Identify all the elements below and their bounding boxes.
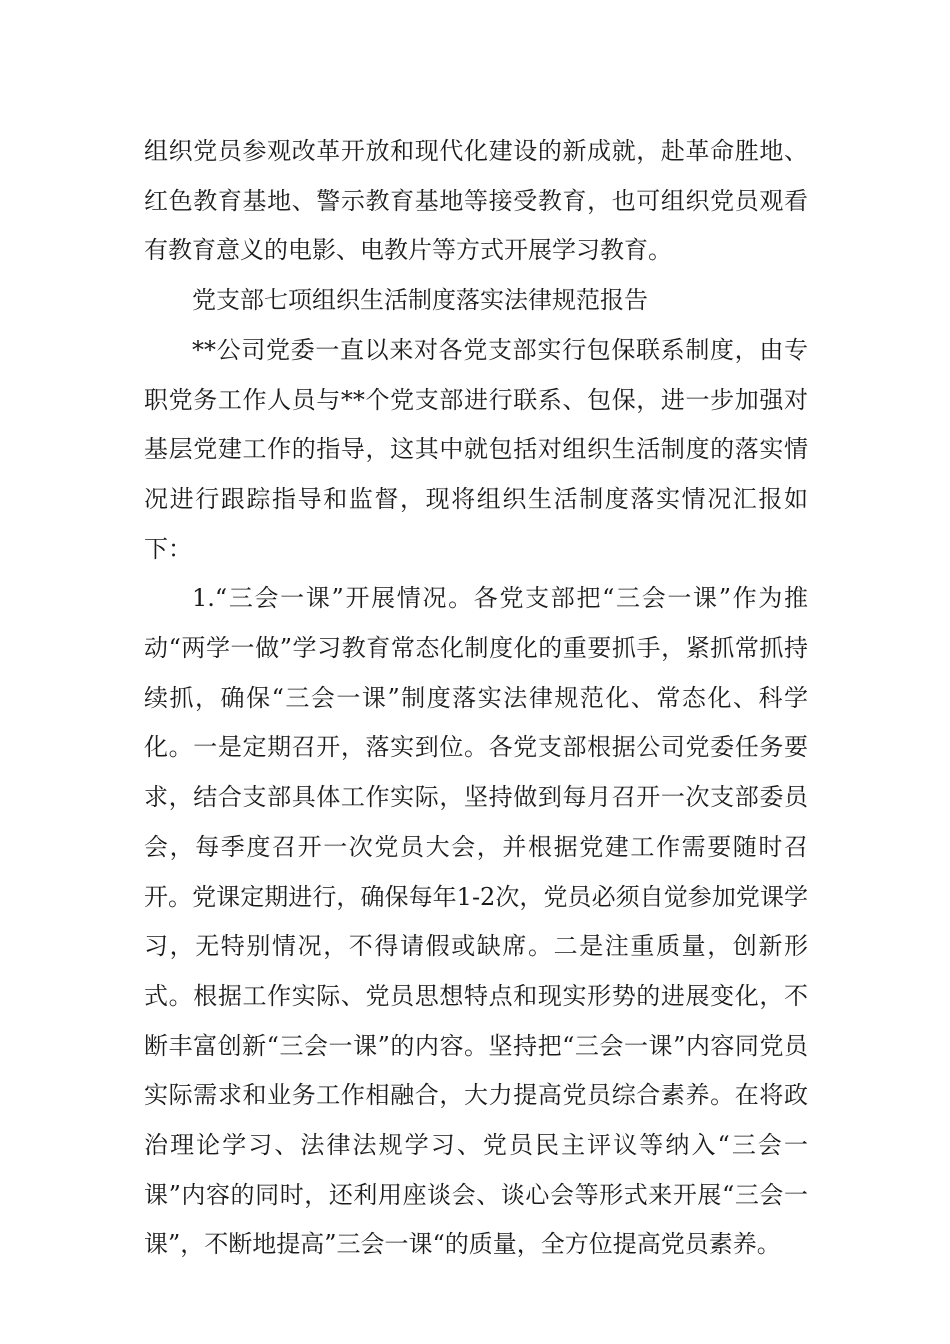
paragraph-4: 1.“三会一课”开展情况。各党支部把“三会一课”作为推动“两学一做”学习教育常态化制度化的重要抓手，紧抓常抓持续抓，确保“三会一课”制度落实法律规范化、常态化、科学化。一是定期召开，落实到位。各党支部根据公司党委任务要求，结合支部具体工作实际，坚持做到每月召开一次支部委员会，每季度召开一次党员大会，并根据党建工作需要随时召开。党课定期进行，确保每年1-2次，党员必须自觉参加党课学习，无特别情况，不得请假或缺席。二是注重质量，创新形式。根据工作实际、党员思想特点和现实形势的进展变化，不断丰富创新“三会一课”的内容。坚持把“三会一课”内容同党员实际需求和业务工作相融合，大力提高党员综合素养。在将政治理论学习、法律法规学习、党员民主评议等纳入“三会一课”内容的同时，还利用座谈会、谈心会等形式来开展“三会一课”，不断地提高”三会一课“的质量，全方位提高党员素养。 <box>144 584 808 1259</box>
document-body <box>144 127 808 1270</box>
paragraph-1: 组织党员参观改革开放和现代化建设的新成就，赴革命胜地、红色教育基地、警示教育基地等接受教育，也可组织党员观看有教育意义的电影、电教片等方式开展学习教育。 <box>144 137 808 265</box>
paragraph-2-heading: 党支部七项组织生活制度落实法律规范报告 <box>192 286 648 315</box>
paragraph-3: **公司党委一直以来对各党支部实行包保联系制度，由专职党务工作人员与**个党支部进行联系、包保，进一步加强对基层党建工作的指导，这其中就包括对组织生活制度的落实情况进行跟踪指导和监督，现将组织生活制度落实情况汇报如下： <box>144 335 808 563</box>
